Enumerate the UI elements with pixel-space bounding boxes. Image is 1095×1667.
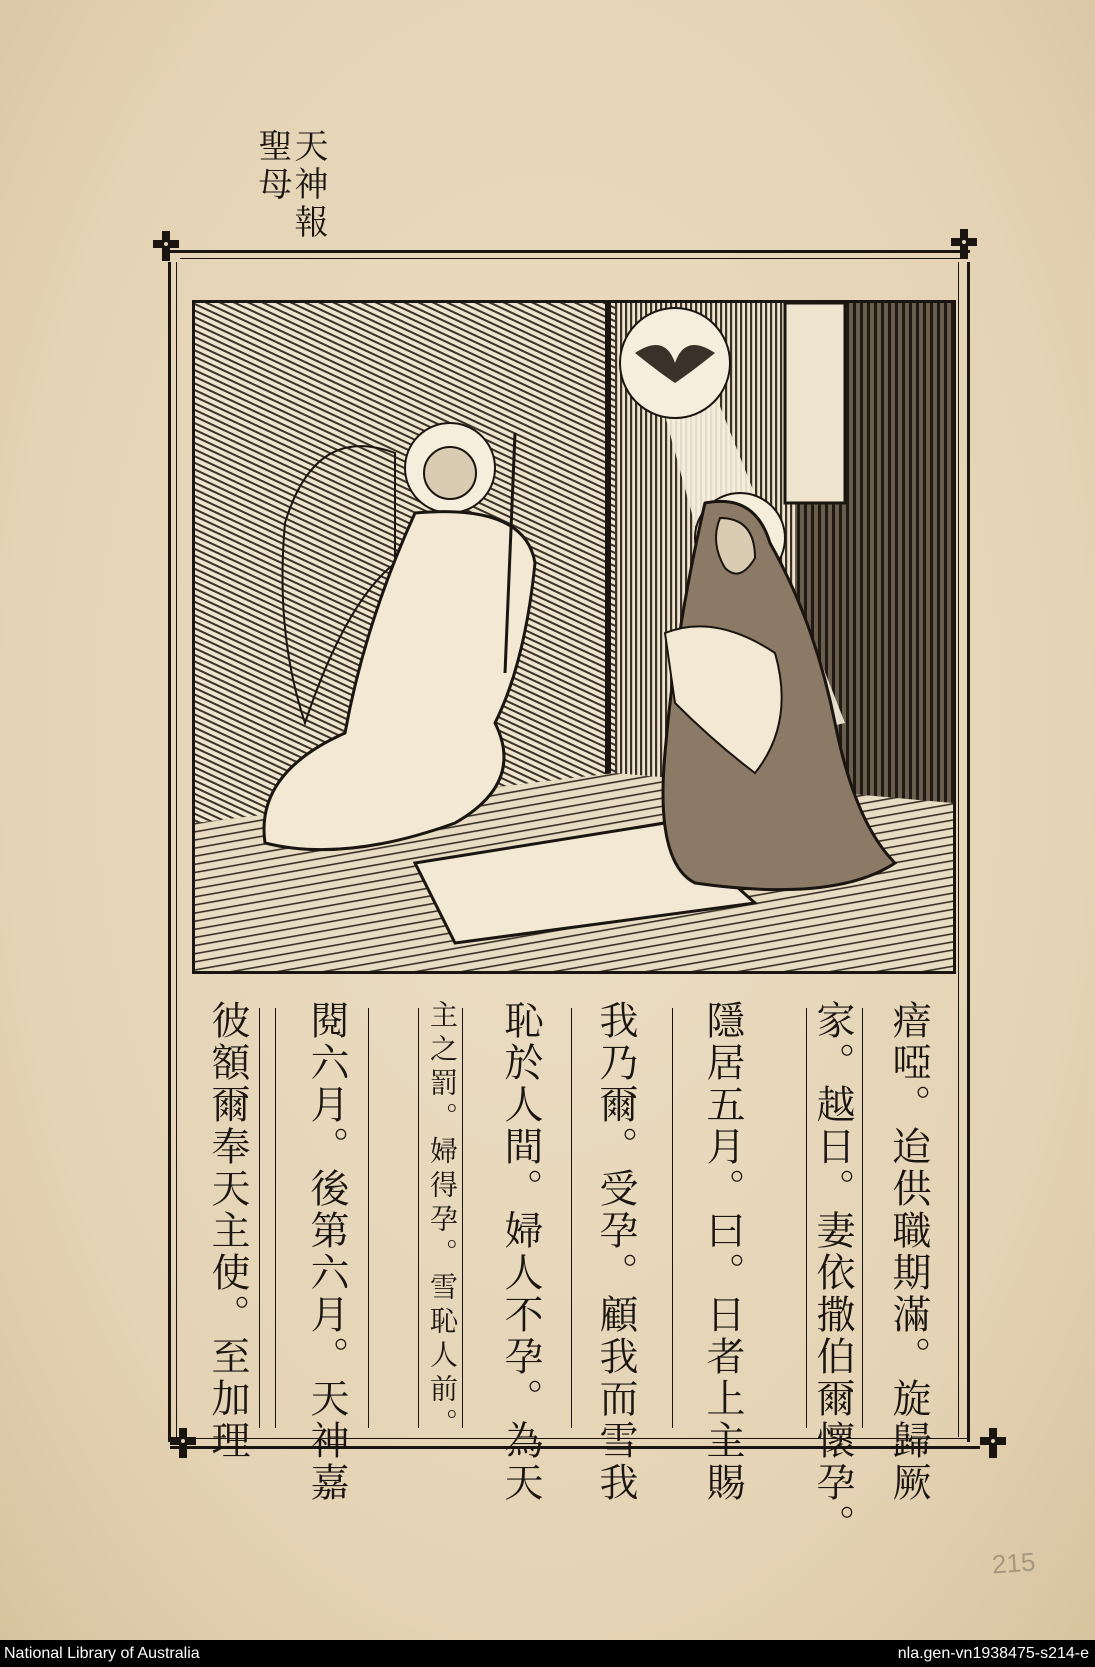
footer-bar — [0, 1640, 1095, 1667]
column-rule — [368, 1008, 369, 1428]
column-rule — [571, 1008, 572, 1428]
column-rule — [672, 1008, 673, 1428]
text-column-1: 瘖啞。迨供職期滿。旋歸厥 — [886, 1000, 931, 1504]
cross-ornament-bottom-right-icon — [976, 1426, 1010, 1460]
column-rule — [862, 1008, 863, 1428]
cross-ornament-top-right-icon — [947, 227, 981, 261]
frame-top-inner-rule — [180, 258, 960, 259]
annunciation-engraving — [192, 300, 956, 974]
frame-bottom-rule — [170, 1446, 980, 1449]
cross-ornament-top-left-icon — [149, 229, 183, 263]
text-column-7: 閱六月。後第六月。天神嘉 — [304, 1000, 349, 1504]
text-column-8: 彼額爾奉天主使。至加理 — [205, 1000, 250, 1462]
caption-line-2: 聖母 — [252, 128, 292, 204]
caption-line-1: 天神報 — [288, 128, 328, 242]
frame-left-inner-rule — [176, 262, 177, 1437]
column-rule — [806, 1008, 807, 1428]
footer-identifier: nla.gen-vn1938475-s214-e — [897, 1645, 1089, 1662]
text-column-2: 家。越日。妻依撒伯爾懷孕。 — [810, 1000, 855, 1546]
text-column-3: 隱居五月。曰。日者上主賜 — [700, 1000, 745, 1504]
column-rule — [275, 1008, 276, 1428]
text-column-4: 我乃爾。受孕。顧我而雪我 — [593, 1000, 638, 1504]
frame-right-inner-rule — [958, 262, 959, 1437]
column-rule — [259, 1008, 260, 1428]
frame-right-rule — [967, 262, 970, 1442]
column-rule — [462, 1008, 463, 1428]
column-rule — [418, 1008, 419, 1428]
pencil-page-number: 215 — [990, 1546, 1037, 1580]
frame-left-rule — [168, 262, 171, 1442]
text-column-5: 恥於人間。婦人不孕。為天 — [498, 1000, 543, 1504]
text-column-6: 主之罰。婦得孕。雪恥人前。 — [426, 1000, 459, 1442]
frame-top-rule — [170, 250, 970, 253]
cross-ornament-bottom-left-icon — [166, 1426, 200, 1460]
footer-institution: National Library of Australia — [4, 1645, 200, 1662]
